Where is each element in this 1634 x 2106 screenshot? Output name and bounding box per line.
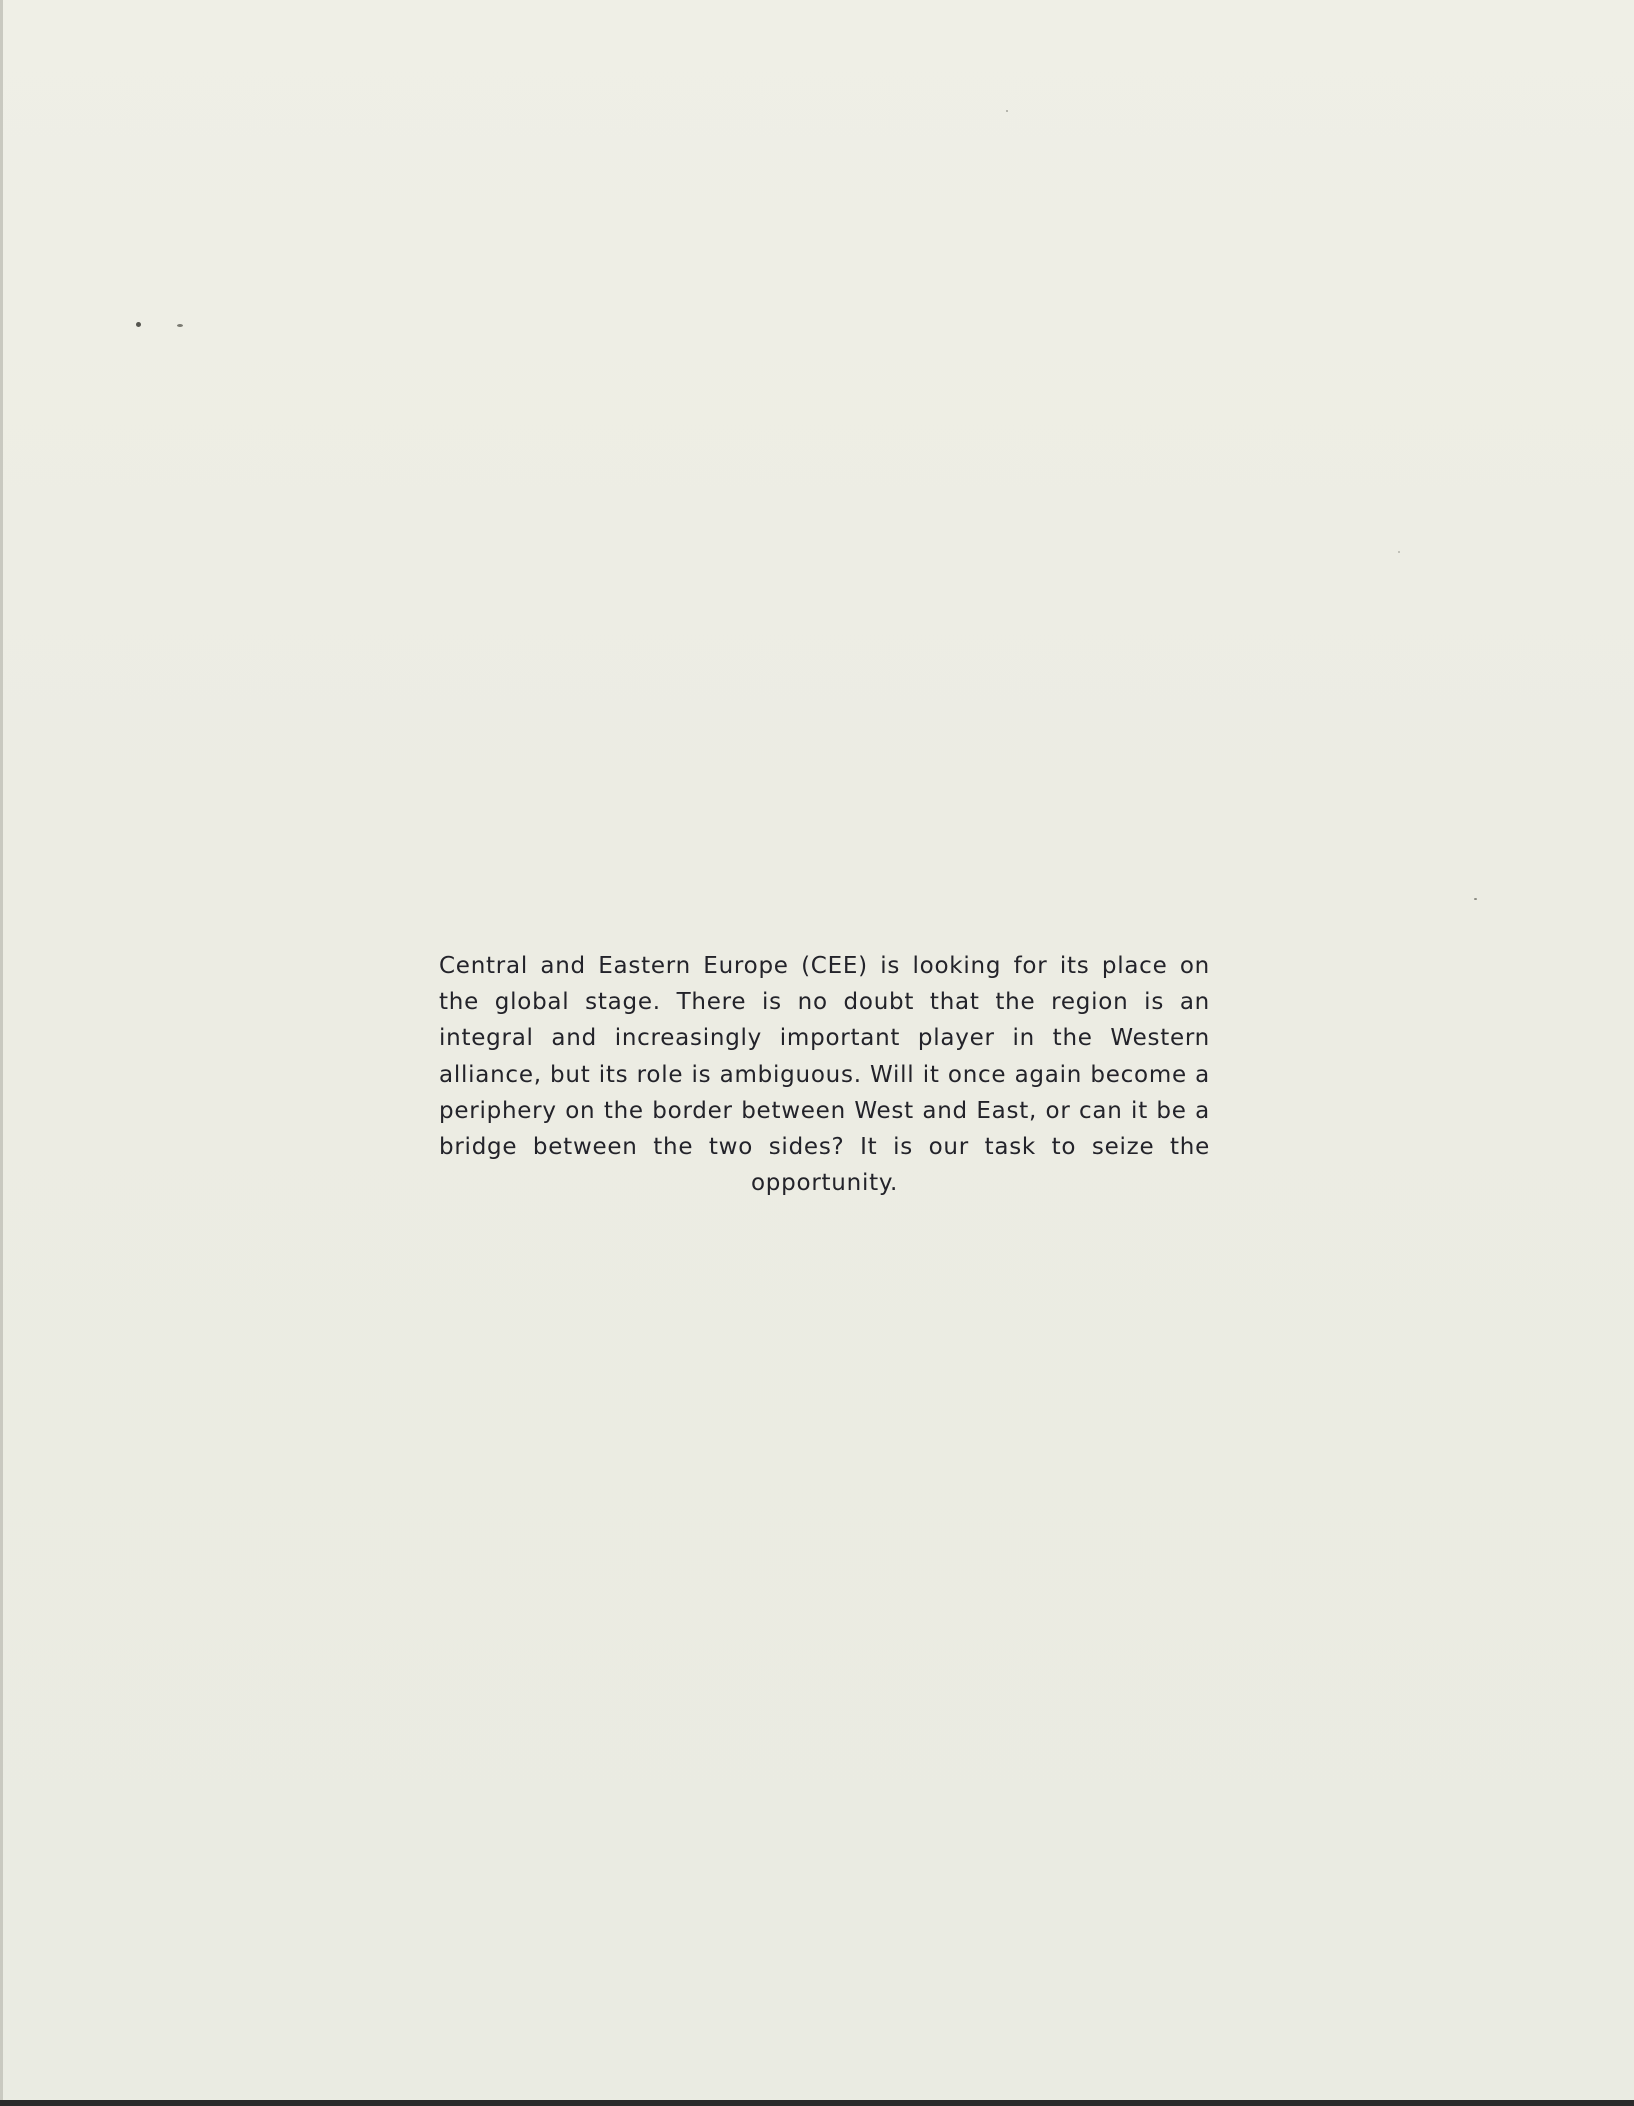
page-bottom-edge	[0, 2100, 1634, 2106]
scan-speck	[136, 322, 141, 327]
scan-speck	[177, 324, 183, 327]
page-left-edge	[0, 0, 3, 2106]
intro-paragraph: Central and Eastern Europe (CEE) is looking for its place on the global stage. There is no doubt that the region is an integral and increasingly important player in the Western alliance, but its role is ambiguous. Will it once again become a periphery on the border between West and East, or can it be a bridge between the two sides? It is our task to seize the opportunity.	[439, 953, 1210, 1197]
scan-speck	[1006, 110, 1008, 112]
scan-speck	[1474, 898, 1477, 900]
scan-speck	[1398, 551, 1400, 553]
